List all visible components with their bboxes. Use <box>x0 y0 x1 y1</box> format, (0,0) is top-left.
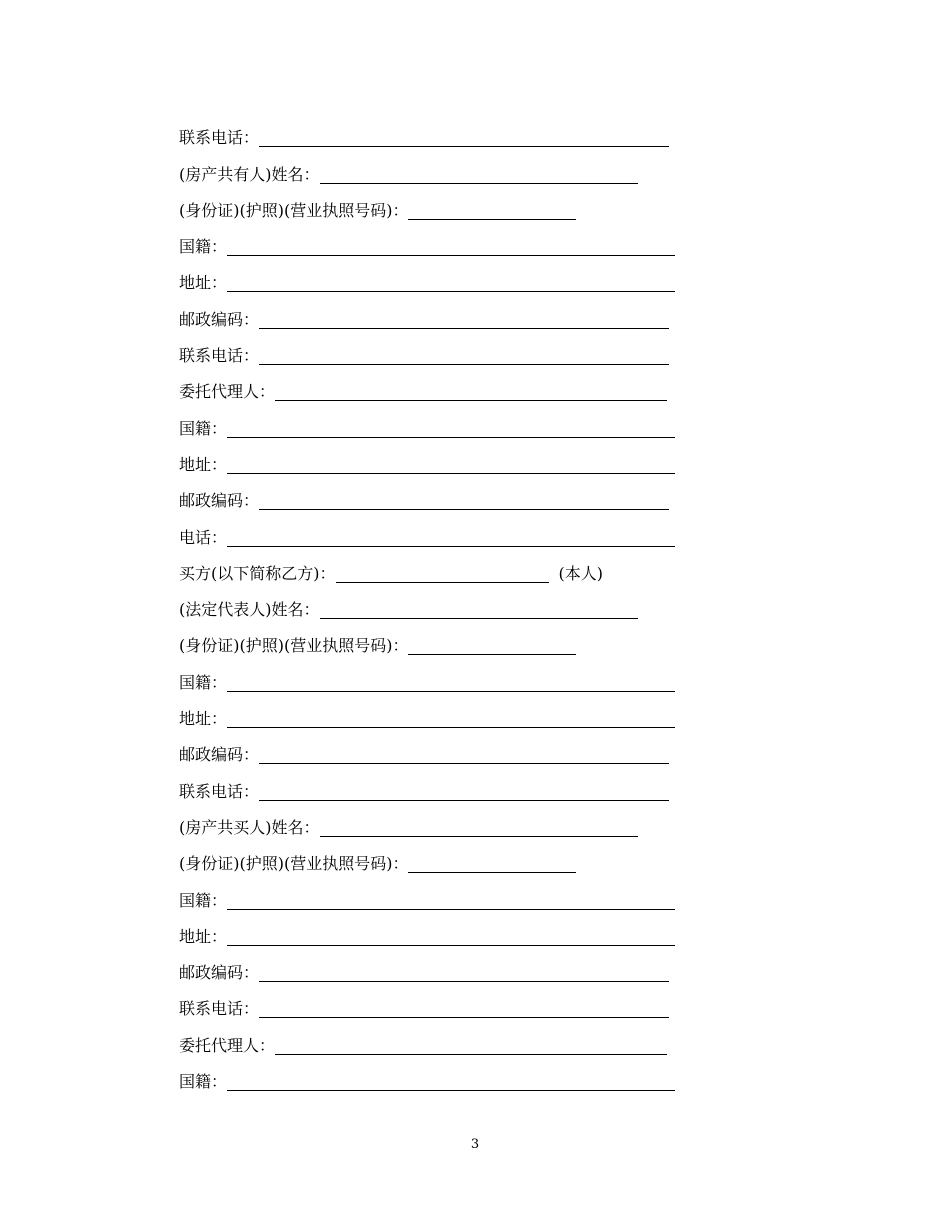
page-number: 3 <box>470 1137 480 1152</box>
field-label: 邮政编码： <box>179 309 260 329</box>
fill-in-blank[interactable] <box>320 598 638 619</box>
fill-in-blank[interactable] <box>259 308 669 329</box>
form-row <box>179 331 689 367</box>
form-row <box>179 367 689 403</box>
form-row <box>179 839 689 875</box>
fill-in-blank[interactable] <box>227 235 675 256</box>
form-row <box>179 984 689 1020</box>
fill-in-blank[interactable] <box>259 997 669 1018</box>
form-row <box>179 657 689 693</box>
form-row <box>179 222 689 258</box>
form-row <box>179 766 689 802</box>
fill-in-blank[interactable] <box>408 852 576 873</box>
field-label: 地址： <box>179 709 228 729</box>
fill-in-blank[interactable] <box>408 199 576 220</box>
fill-in-blank[interactable] <box>259 961 669 982</box>
fill-in-blank[interactable] <box>275 1034 667 1055</box>
fill-in-blank[interactable] <box>320 816 638 837</box>
field-label: (身份证)(护照)(营业执照号码)： <box>179 636 409 656</box>
fill-in-blank[interactable] <box>227 889 675 910</box>
form-row <box>179 294 689 330</box>
fill-in-blank[interactable] <box>275 380 667 401</box>
field-label: 委托代理人： <box>179 1035 276 1055</box>
field-label: 买方(以下简称乙方)： <box>179 563 336 583</box>
fill-in-blank[interactable] <box>227 1070 675 1091</box>
field-label: 电话： <box>179 527 228 547</box>
field-label: 国籍： <box>179 890 228 910</box>
field-label: 委托代理人： <box>179 382 276 402</box>
form-row <box>179 912 689 948</box>
fill-in-blank[interactable] <box>227 707 675 728</box>
fill-in-blank[interactable] <box>259 126 669 147</box>
fill-in-blank[interactable] <box>227 453 675 474</box>
form-row <box>179 549 689 585</box>
form-row <box>179 440 689 476</box>
form-row <box>179 1057 689 1093</box>
field-label: 邮政编码： <box>179 491 260 511</box>
form-row <box>179 875 689 911</box>
fill-in-blank[interactable] <box>259 743 669 764</box>
field-label: 地址： <box>179 926 228 946</box>
form-row <box>179 186 689 222</box>
field-label: 邮政编码： <box>179 745 260 765</box>
field-label: 联系电话： <box>179 128 260 148</box>
form-row <box>179 258 689 294</box>
field-label: 国籍： <box>179 237 228 257</box>
form-row <box>179 621 689 657</box>
field-label: 国籍： <box>179 418 228 438</box>
form-row <box>179 149 689 185</box>
form-row <box>179 1020 689 1056</box>
field-label: 联系电话： <box>179 346 260 366</box>
contract-party-form <box>179 113 689 1093</box>
field-label: (法定代表人)姓名： <box>179 600 320 620</box>
fill-in-blank[interactable] <box>259 780 669 801</box>
field-label: 联系电话： <box>179 781 260 801</box>
form-row <box>179 730 689 766</box>
field-label: 国籍： <box>179 1072 228 1092</box>
form-row <box>179 512 689 548</box>
form-row <box>179 403 689 439</box>
field-label: 地址： <box>179 273 228 293</box>
fill-in-blank[interactable] <box>259 344 669 365</box>
form-row <box>179 694 689 730</box>
field-label: (身份证)(护照)(营业执照号码)： <box>179 200 409 220</box>
field-label: (房产共买人)姓名： <box>179 817 320 837</box>
field-label: 地址： <box>179 454 228 474</box>
fill-in-blank[interactable] <box>336 562 549 583</box>
fill-in-blank[interactable] <box>227 417 675 438</box>
form-row <box>179 476 689 512</box>
field-label: (房产共有人)姓名： <box>179 164 320 184</box>
field-suffix: (本人) <box>558 563 603 583</box>
form-row <box>179 948 689 984</box>
field-label: 国籍： <box>179 672 228 692</box>
fill-in-blank[interactable] <box>408 634 576 655</box>
form-row <box>179 585 689 621</box>
fill-in-blank[interactable] <box>227 271 675 292</box>
form-row <box>179 803 689 839</box>
form-row <box>179 113 689 149</box>
field-label: 邮政编码： <box>179 963 260 983</box>
fill-in-blank[interactable] <box>227 671 675 692</box>
field-label: (身份证)(护照)(营业执照号码)： <box>179 854 409 874</box>
fill-in-blank[interactable] <box>259 489 669 510</box>
fill-in-blank[interactable] <box>227 925 675 946</box>
fill-in-blank[interactable] <box>227 526 675 547</box>
field-label: 联系电话： <box>179 999 260 1019</box>
fill-in-blank[interactable] <box>320 163 638 184</box>
